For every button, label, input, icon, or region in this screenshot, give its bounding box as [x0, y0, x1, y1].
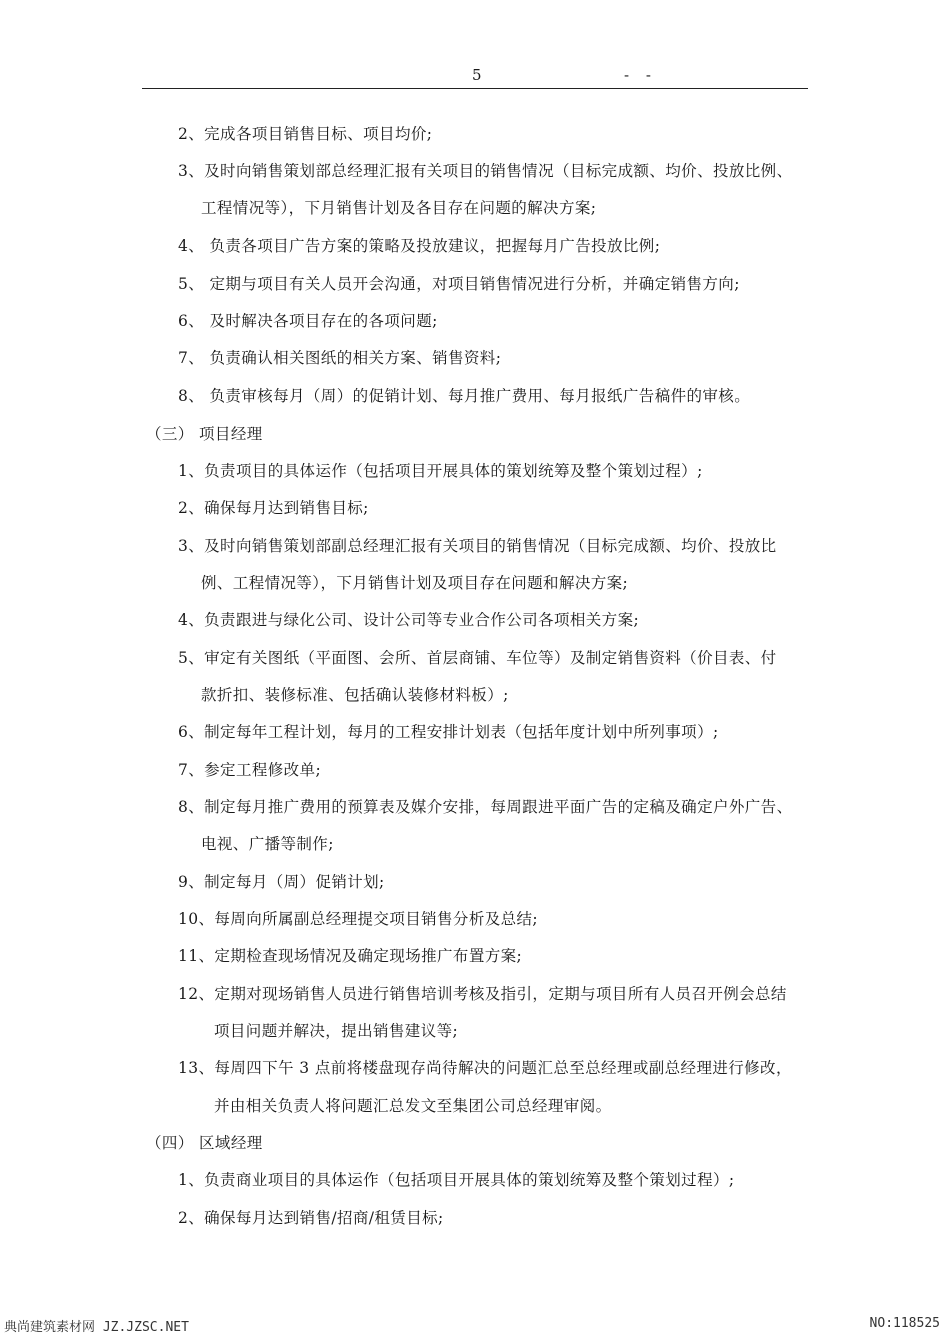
body-line: 电视、广播等制作;: [201, 835, 334, 853]
body-line: 4、 负责各项目广告方案的策略及投放建议，把握每月广告投放比例;: [178, 237, 661, 255]
body-line: 1、负责项目的具体运作（包括项目开展具体的策划统筹及整个策划过程）;: [178, 462, 703, 480]
body-line: 6、 及时解决各项目存在的各项问题;: [178, 312, 438, 330]
body-line: 11、定期检查现场情况及确定现场推广布置方案;: [178, 947, 523, 965]
body-line: 款折扣、装修标准、包括确认装修材料板）;: [201, 686, 509, 704]
section-heading: （三） 项目经理: [146, 425, 263, 443]
body-line: 项目问题并解决，提出销售建议等;: [214, 1022, 459, 1040]
body-line: 12、定期对现场销售人员进行销售培训考核及指引，定期与项目所有人员召开例会总结: [178, 985, 787, 1003]
section-heading: （四） 区域经理: [146, 1134, 263, 1152]
body-line: 3、及时向销售策划部总经理汇报有关项目的销售情况（目标完成额、均价、投放比例、: [178, 162, 793, 180]
body-line: 3、及时向销售策划部副总经理汇报有关项目的销售情况（目标完成额、均价、投放比: [178, 537, 777, 555]
body-line: 2、确保每月达到销售目标;: [178, 499, 369, 517]
body-line: 8、 负责审核每月（周）的促销计划、每月推广费用、每月报纸广告稿件的审核。: [178, 387, 751, 405]
watermark-site: 典尚建筑素材网 JZ.JZSC.NET: [4, 1320, 189, 1335]
body-line: 例、工程情况等），下月销售计划及项目存在问题和解决方案;: [201, 574, 629, 592]
body-line: 10、每周向所属副总经理提交项目销售分析及总结;: [178, 910, 539, 928]
body-line: 工程情况等），下月销售计划及各目存在问题的解决方案;: [201, 199, 597, 217]
body-line: 1、负责商业项目的具体运作（包括项目开展具体的策划统筹及整个策划过程）;: [178, 1171, 735, 1189]
body-line: 7、 负责确认相关图纸的相关方案、销售资料;: [178, 349, 502, 367]
body-line: 7、参定工程修改单;: [178, 761, 322, 779]
body-line: 9、制定每月（周）促销计划;: [178, 873, 385, 891]
header-dashes: - -: [624, 66, 657, 84]
body-line: 6、制定每年工程计划，每月的工程安排计划表（包括年度计划中所列事项）;: [178, 723, 719, 741]
body-line: 8、制定每月推广费用的预算表及媒介安排，每周跟进平面广告的定稿及确定户外广告、: [178, 798, 793, 816]
body-line: 2、确保每月达到销售/招商/租赁目标;: [178, 1209, 444, 1227]
body-line: 并由相关负责人将问题汇总发文至集团公司总经理审阅。: [214, 1097, 612, 1115]
page-header: [142, 62, 808, 89]
body-line: 5、审定有关图纸（平面图、会所、首层商铺、车位等）及制定销售资料（价目表、付: [178, 649, 777, 667]
body-line: 2、完成各项目销售目标、项目均价;: [178, 125, 433, 143]
body-line: 13、每周四下午 3 点前将楼盘现存尚待解决的问题汇总至总经理或副总经理进行修改，: [178, 1059, 792, 1077]
page-number: 5: [472, 66, 482, 84]
body-line: 5、 定期与项目有关人员开会沟通，对项目销售情况进行分析，并确定销售方向;: [178, 275, 740, 293]
watermark-number: NO:118525: [869, 1316, 940, 1331]
body-line: 4、负责跟进与绿化公司、设计公司等专业合作公司各项相关方案;: [178, 611, 640, 629]
